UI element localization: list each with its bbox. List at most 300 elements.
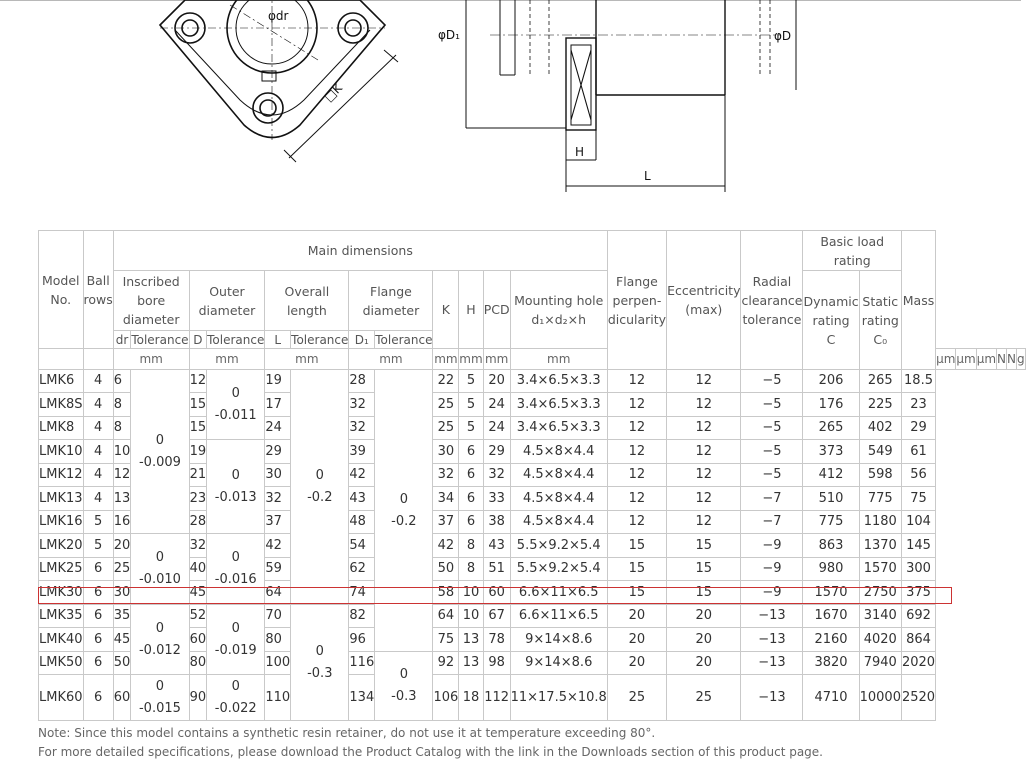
cell-mass: 300	[901, 558, 935, 581]
cell-mass: 2020	[901, 652, 935, 675]
cell-rad: −9	[741, 558, 803, 581]
cell-mass: 75	[901, 487, 935, 511]
cell-ball: 4	[83, 370, 113, 393]
cell-ecc: 15	[667, 558, 741, 581]
cell-ecc: 12	[667, 487, 741, 511]
cell-mass: 2520	[901, 675, 935, 721]
header-model: Model No.	[39, 231, 84, 349]
cell-C0: 775	[859, 487, 901, 511]
cell-L: 64	[265, 581, 291, 605]
tol-upper: 0	[155, 432, 165, 448]
tol-upper: 0	[399, 491, 408, 507]
cell-ecc: 12	[667, 393, 741, 417]
cell-hole: 5.5×9.2×5.4	[510, 534, 607, 558]
cell-ecc: 12	[667, 464, 741, 487]
cell-H: 10	[459, 605, 483, 628]
cell-L: 37	[265, 511, 291, 534]
cell-perp: 12	[607, 511, 666, 534]
cell-ball: 5	[83, 511, 113, 534]
cell-model: LMK8S	[39, 393, 84, 417]
cell-perp: 15	[607, 581, 666, 605]
dr-label: φdr	[268, 9, 289, 23]
tol-upper: 0	[315, 468, 324, 483]
cell-ball: 6	[83, 558, 113, 581]
cell-ball: 4	[83, 440, 113, 464]
cell-H: 5	[459, 370, 483, 393]
header-mounting-hole	[510, 271, 607, 349]
cell-perp: 12	[607, 393, 666, 417]
cell-C: 1670	[803, 605, 859, 628]
cell-mass: 692	[901, 605, 935, 628]
cell-dr: 8	[113, 417, 131, 440]
cell-C0: 225	[859, 393, 901, 417]
cell-rad: −13	[741, 652, 803, 675]
subheader-outer-tolerance: Tolerance	[207, 332, 265, 347]
tol-lower: -0.3	[307, 665, 333, 681]
cell-dr: 13	[113, 487, 131, 511]
cell-L: 24	[265, 417, 291, 440]
cell-K: 25	[433, 393, 459, 417]
cell-model: LMK20	[39, 534, 84, 558]
cell-mass: 864	[901, 628, 935, 652]
cell-C0: 402	[859, 417, 901, 440]
cell-K: 30	[433, 440, 459, 464]
tol-lower: -0.015	[138, 700, 181, 716]
cell-C0: 598	[859, 464, 901, 487]
cell-PCD: 60	[483, 581, 510, 605]
header-h: H	[459, 271, 483, 349]
cell-model: LMK50	[39, 652, 84, 675]
cell-C: 2160	[803, 628, 859, 652]
cell-ball: 6	[83, 605, 113, 628]
cell-PCD: 98	[483, 652, 510, 675]
cell-model: LMK60	[39, 675, 84, 721]
cell-PCD: 43	[483, 534, 510, 558]
cell-rad: −7	[741, 511, 803, 534]
cell-H: 5	[459, 393, 483, 417]
header-basic-load-rating: Basic load rating	[803, 231, 902, 271]
cell-ball: 4	[83, 487, 113, 511]
table-row	[39, 675, 1026, 721]
cell-D1: 32	[349, 417, 375, 440]
cell-D1: 96	[349, 628, 375, 652]
cell-hole: 11×17.5×10.8	[510, 675, 607, 721]
flange-front-view	[160, 0, 398, 162]
cell-model: LMK13	[39, 487, 84, 511]
bore-tolerance-group-c	[131, 605, 189, 675]
cell-D: 19	[189, 440, 207, 464]
header-radial-clearance: Radial clearance tolerance	[741, 231, 803, 370]
tol-upper: 0	[231, 467, 240, 483]
cell-D1: 116	[349, 652, 375, 675]
cell-K: 92	[433, 652, 459, 675]
dynamic-rating-symbol: C	[826, 331, 836, 347]
cell-C0: 1180	[859, 511, 901, 534]
cell-PCD: 33	[483, 487, 510, 511]
download-note-text: For more detailed specifications, please download the Product Catalog with the link in the Downloads section of this product page.	[38, 745, 823, 759]
outer-tolerance-group-e	[207, 675, 265, 721]
cell-H: 13	[459, 652, 483, 675]
header-ball-rows: Ball rows	[83, 231, 113, 349]
cell-D1: 48	[349, 511, 375, 534]
cell-dr: 30	[113, 581, 131, 605]
cell-D1: 42	[349, 464, 375, 487]
cell-ecc: 12	[667, 417, 741, 440]
cell-PCD: 78	[483, 628, 510, 652]
cell-K: 64	[433, 605, 459, 628]
cell-dr: 10	[113, 440, 131, 464]
cell-hole: 5.5×9.2×5.4	[510, 558, 607, 581]
cell-H: 8	[459, 534, 483, 558]
cell-mass: 56	[901, 464, 935, 487]
cell-H: 18	[459, 675, 483, 721]
cell-H: 6	[459, 487, 483, 511]
subheader-D: D	[189, 331, 207, 349]
subheader-D1: D₁	[349, 331, 375, 349]
dynamic-rating-label: Dynamic rating	[803, 293, 859, 328]
cell-mass: 375	[901, 581, 935, 605]
cell-perp: 20	[607, 652, 666, 675]
cell-L: 30	[265, 464, 291, 487]
cell-C: 373	[803, 440, 859, 464]
cell-model: LMK6	[39, 370, 84, 393]
flange-tolerance-group-a	[375, 370, 433, 652]
cell-ecc: 20	[667, 652, 741, 675]
unit-dyn: N	[997, 349, 1007, 370]
cell-rad: −5	[741, 440, 803, 464]
cell-H: 6	[459, 464, 483, 487]
cell-perp: 20	[607, 605, 666, 628]
cell-mass: 29	[901, 417, 935, 440]
cell-ball: 4	[83, 393, 113, 417]
cell-mass: 18.5	[901, 370, 935, 393]
cell-ecc: 20	[667, 605, 741, 628]
unit-rad: μm	[976, 349, 996, 370]
cell-C: 412	[803, 464, 859, 487]
cell-rad: −5	[741, 393, 803, 417]
unit-flange: mm	[349, 349, 433, 370]
tol-lower: -0.019	[214, 642, 257, 658]
d-label: φD	[774, 29, 792, 43]
tol-lower: -0.013	[214, 489, 257, 505]
cell-C: 510	[803, 487, 859, 511]
cell-rad: −5	[741, 370, 803, 393]
cell-PCD: 112	[483, 675, 510, 721]
unit-length: mm	[265, 349, 349, 370]
cell-hole: 4.5×8×4.4	[510, 487, 607, 511]
tol-upper: 0	[231, 678, 240, 694]
static-rating-label: Static rating	[861, 293, 899, 328]
cell-H: 13	[459, 628, 483, 652]
cell-hole: 3.4×6.5×3.3	[510, 370, 607, 393]
cell-H: 6	[459, 440, 483, 464]
cell-PCD: 29	[483, 440, 510, 464]
cell-mass: 61	[901, 440, 935, 464]
note-text: Note: Since this model contains a synthetic resin retainer, do not use it at temperature exceeding 80°.	[38, 726, 656, 740]
cell-C: 863	[803, 534, 859, 558]
cell-C0: 1570	[859, 558, 901, 581]
cell-D1: 43	[349, 487, 375, 511]
subheader-dr: dr	[113, 331, 131, 349]
cell-K: 22	[433, 370, 459, 393]
cell-dr: 50	[113, 652, 131, 675]
cell-rad: −13	[741, 628, 803, 652]
table-row	[39, 605, 1026, 628]
cell-ball: 4	[83, 464, 113, 487]
header-overall-length: Overall length	[265, 271, 349, 331]
unit-h: mm	[459, 349, 483, 370]
unit-stat: N	[1007, 349, 1017, 370]
header-flange-perpendicularity: Flange perpen- dicularity	[607, 231, 666, 370]
bore-tolerance-group-d	[131, 675, 189, 721]
cell-L: 32	[265, 487, 291, 511]
unit-bore: mm	[113, 349, 189, 370]
table-row	[39, 370, 1026, 393]
cell-L: 19	[265, 370, 291, 393]
cell-PCD: 24	[483, 417, 510, 440]
subheader-bore-tolerance: Tolerance	[131, 332, 189, 347]
static-rating-symbol: C₀	[873, 331, 888, 347]
l-label: L	[644, 169, 651, 183]
cell-H: 6	[459, 511, 483, 534]
cell-K: 34	[433, 487, 459, 511]
cell-hole: 3.4×6.5×3.3	[510, 417, 607, 440]
outer-tolerance-group-c	[207, 534, 265, 605]
specification-table	[38, 230, 1026, 721]
cell-perp: 12	[607, 417, 666, 440]
bore-tolerance-group-b	[131, 534, 189, 605]
unit-perp: μm	[936, 349, 956, 370]
header-inscribed-bore: Inscribed bore diameter	[113, 271, 189, 331]
cell-L: 59	[265, 558, 291, 581]
cell-D: 28	[189, 511, 207, 534]
subheader-flange-tolerance: Tolerance	[375, 332, 433, 347]
cell-perp: 15	[607, 534, 666, 558]
cell-C: 265	[803, 417, 859, 440]
cell-C0: 7940	[859, 652, 901, 675]
tol-upper: 0	[231, 550, 240, 565]
cell-dr: 16	[113, 511, 131, 534]
tol-upper: 0	[155, 620, 165, 636]
cell-D1: 28	[349, 370, 375, 393]
tol-upper: 0	[231, 620, 240, 636]
table-row	[39, 534, 1026, 558]
cell-K: 32	[433, 464, 459, 487]
cell-rad: −9	[741, 581, 803, 605]
cell-perp: 12	[607, 487, 666, 511]
cell-D1: 74	[349, 581, 375, 605]
cell-L: 110	[265, 675, 291, 721]
tol-lower: -0.009	[138, 454, 181, 470]
length-tolerance-group-a	[291, 370, 349, 605]
cell-ball: 6	[83, 628, 113, 652]
mounting-hole-title: Mounting hole	[514, 292, 604, 308]
cell-L: 17	[265, 393, 291, 417]
cell-ecc: 12	[667, 440, 741, 464]
cell-PCD: 24	[483, 393, 510, 417]
unit-ecc: μm	[956, 349, 976, 370]
cell-ecc: 20	[667, 628, 741, 652]
cell-perp: 25	[607, 675, 666, 721]
cell-C0: 3140	[859, 605, 901, 628]
unit-hole: mm	[510, 349, 607, 370]
k-label: □K	[321, 80, 346, 105]
cell-H: 10	[459, 581, 483, 605]
cell-ecc: 12	[667, 511, 741, 534]
cell-perp: 15	[607, 558, 666, 581]
cell-model: LMK16	[39, 511, 84, 534]
cell-D1: 134	[349, 675, 375, 721]
cell-PCD: 20	[483, 370, 510, 393]
cell-D1: 54	[349, 534, 375, 558]
cell-model: LMK8	[39, 417, 84, 440]
outer-tolerance-group-d	[207, 605, 265, 675]
cell-K: 58	[433, 581, 459, 605]
cell-L: 29	[265, 440, 291, 464]
cell-D: 12	[189, 370, 207, 393]
cell-C: 3820	[803, 652, 859, 675]
cell-L: 70	[265, 605, 291, 628]
header-static-rating	[859, 271, 901, 370]
cell-D1: 39	[349, 440, 375, 464]
cell-D1: 32	[349, 393, 375, 417]
cell-ecc: 25	[667, 675, 741, 721]
cell-C: 1570	[803, 581, 859, 605]
cell-ecc: 15	[667, 581, 741, 605]
cell-D: 90	[189, 675, 207, 721]
cell-K: 75	[433, 628, 459, 652]
tol-lower: -0.2	[391, 513, 417, 529]
subheader-L: L	[265, 331, 291, 349]
cell-D: 32	[189, 534, 207, 558]
cell-model: LMK12	[39, 464, 84, 487]
cell-D: 23	[189, 487, 207, 511]
cell-PCD: 67	[483, 605, 510, 628]
cell-hole: 3.4×6.5×3.3	[510, 393, 607, 417]
cell-C: 206	[803, 370, 859, 393]
tol-lower: -0.012	[138, 642, 181, 658]
cell-perp: 20	[607, 628, 666, 652]
cell-rad: −7	[741, 487, 803, 511]
cell-rad: −5	[741, 417, 803, 440]
cell-ball: 6	[83, 675, 113, 721]
cell-C0: 10000	[859, 675, 901, 721]
cell-ball: 6	[83, 652, 113, 675]
length-tolerance-group-b	[291, 605, 349, 721]
cell-H: 5	[459, 417, 483, 440]
cell-D1: 62	[349, 558, 375, 581]
cell-K: 50	[433, 558, 459, 581]
cell-C0: 265	[859, 370, 901, 393]
cell-rad: −5	[741, 464, 803, 487]
cell-PCD: 32	[483, 464, 510, 487]
cell-ball: 5	[83, 534, 113, 558]
cell-dr: 35	[113, 605, 131, 628]
cell-D: 21	[189, 464, 207, 487]
cell-perp: 12	[607, 464, 666, 487]
cell-dr: 8	[113, 393, 131, 417]
outer-tolerance-group-a	[207, 370, 265, 440]
cell-D: 15	[189, 417, 207, 440]
cell-K: 37	[433, 511, 459, 534]
mounting-hole-formula: d₁×d₂×h	[531, 311, 587, 327]
tol-upper: 0	[155, 550, 165, 565]
header-k: K	[433, 271, 459, 349]
header-dynamic-rating	[803, 271, 859, 370]
cell-hole: 6.6×11×6.5	[510, 605, 607, 628]
tol-lower: -0.016	[214, 572, 257, 587]
cell-C0: 549	[859, 440, 901, 464]
header-main-dimensions: Main dimensions	[113, 231, 607, 271]
cell-C: 4710	[803, 675, 859, 721]
cell-model: LMK10	[39, 440, 84, 464]
cell-ball: 4	[83, 417, 113, 440]
cell-model: LMK25	[39, 558, 84, 581]
header-eccentricity: Eccentricity (max)	[667, 231, 741, 370]
outer-tolerance-group-b	[207, 440, 265, 534]
cell-rad: −13	[741, 605, 803, 628]
cell-L: 80	[265, 628, 291, 652]
cell-C0: 4020	[859, 628, 901, 652]
tol-lower: -0.022	[214, 700, 257, 716]
cell-D1: 82	[349, 605, 375, 628]
cell-hole: 9×14×8.6	[510, 628, 607, 652]
header-flange-diameter: Flange diameter	[349, 271, 433, 331]
cell-mass: 104	[901, 511, 935, 534]
cell-C: 980	[803, 558, 859, 581]
cell-mass: 23	[901, 393, 935, 417]
cell-D: 15	[189, 393, 207, 417]
cell-model: LMK30	[39, 581, 84, 605]
cell-ecc: 12	[667, 370, 741, 393]
cell-dr: 20	[113, 534, 131, 558]
cell-ecc: 15	[667, 534, 741, 558]
cell-D: 80	[189, 652, 207, 675]
header-pcd: PCD	[483, 271, 510, 349]
tol-lower: -0.2	[307, 490, 333, 505]
cell-dr: 45	[113, 628, 131, 652]
cell-hole: 4.5×8×4.4	[510, 464, 607, 487]
cell-perp: 12	[607, 370, 666, 393]
cell-D: 52	[189, 605, 207, 628]
cell-perp: 12	[607, 440, 666, 464]
unit-k: mm	[433, 349, 459, 370]
cell-PCD: 38	[483, 511, 510, 534]
tol-lower: -0.010	[138, 572, 181, 587]
tol-upper: 0	[399, 667, 408, 682]
cell-K: 106	[433, 675, 459, 721]
flange-tolerance-group-b	[375, 652, 433, 721]
cell-hole: 4.5×8×4.4	[510, 440, 607, 464]
tol-upper: 0	[315, 643, 324, 659]
cell-rad: −13	[741, 675, 803, 721]
header-mass: Mass	[901, 231, 935, 370]
cell-dr: 60	[113, 675, 131, 721]
cell-C0: 1370	[859, 534, 901, 558]
unit-pcd: mm	[483, 349, 510, 370]
cell-dr: 6	[113, 370, 131, 393]
cell-C: 176	[803, 393, 859, 417]
cell-L: 100	[265, 652, 291, 675]
h-label: H	[575, 145, 585, 159]
cell-ball: 6	[83, 581, 113, 605]
cell-hole: 9×14×8.6	[510, 652, 607, 675]
cell-K: 25	[433, 417, 459, 440]
cell-H: 8	[459, 558, 483, 581]
tol-upper: 0	[155, 678, 165, 694]
cell-model: LMK40	[39, 628, 84, 652]
header-outer-diameter: Outer diameter	[189, 271, 265, 331]
